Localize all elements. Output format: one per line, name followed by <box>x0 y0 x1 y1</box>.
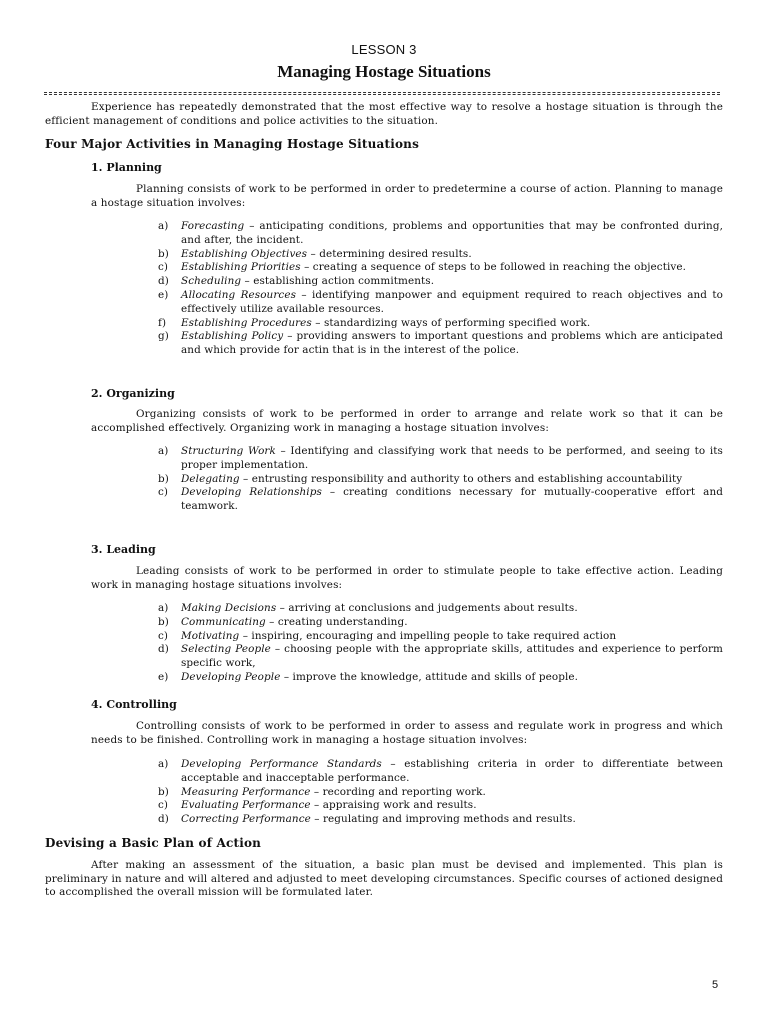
organizing-list <box>158 445 723 514</box>
list-item-description: – standardizing ways of performing specified work. <box>311 316 591 329</box>
list-item-term: Correcting Performance <box>181 813 311 826</box>
list-item-term: Measuring Performance <box>181 785 311 798</box>
list-item-description: – appraising work and results. <box>310 799 477 812</box>
list-item <box>158 275 723 289</box>
list-item-marker: a) <box>158 602 169 614</box>
list-item-description: – creating a sequence of steps to be followed in reaching the objective. <box>300 261 687 274</box>
list-item-marker: b) <box>158 785 169 798</box>
dashed-divider <box>44 92 720 93</box>
list-item <box>158 317 723 331</box>
list-item-term: Scheduling <box>181 275 242 288</box>
list-item-term: Delegating <box>181 472 240 485</box>
list-item-description: – determining desired results. <box>307 247 472 260</box>
list-item <box>158 248 723 262</box>
list-item-term: Developing Relationships <box>181 486 322 499</box>
list-item <box>158 758 723 786</box>
list-item <box>158 486 723 514</box>
list-item <box>158 643 723 671</box>
list-item-term: Developing Performance Standards <box>181 758 382 770</box>
list-item-term: Establishing Policy <box>181 330 284 343</box>
list-item-description: – creating conditions necessary for mutually-cooperative effort and teamwork. <box>181 486 723 513</box>
list-item-description: – improve the knowledge, attitude and skills of people. <box>280 670 579 683</box>
list-item <box>158 289 723 317</box>
list-item-marker: c) <box>158 261 169 274</box>
list-item <box>158 261 723 275</box>
leading-paragraph: Leading consists of work to be performed in order to stimulate people to take effective action. Leading work in managing hostage situations involves: <box>91 565 723 591</box>
list-item <box>158 473 723 487</box>
list-item-term: Establishing Procedures <box>181 316 312 329</box>
subheading-controlling: 4. Controlling <box>91 698 177 711</box>
list-item-term: Forecasting <box>181 220 245 232</box>
list-item-term: Establishing Objectives <box>181 247 308 260</box>
section-heading-basic-plan: Devising a Basic Plan of Action <box>45 836 262 850</box>
lesson-label: LESSON 3 <box>351 42 417 57</box>
list-item <box>158 616 723 630</box>
list-item-description: – regulating and improving methods and results. <box>310 813 576 826</box>
subheading-planning: 1. Planning <box>91 161 162 174</box>
subheading-organizing: 2. Organizing <box>91 387 175 400</box>
list-item-marker: a) <box>158 220 169 232</box>
list-item-description: – anticipating conditions, problems and opportunities that may be confronted during, and after, the incident. <box>181 220 723 246</box>
list-item-marker: a) <box>158 445 169 457</box>
list-item <box>158 786 723 800</box>
list-item-term: Selecting People <box>181 643 271 656</box>
list-item <box>158 445 723 473</box>
controlling-list <box>158 758 723 827</box>
list-item-marker: c) <box>158 799 169 812</box>
subheading-leading: 3. Leading <box>91 543 156 556</box>
leading-list <box>158 602 723 685</box>
planning-list <box>158 220 723 358</box>
page-title: Managing Hostage Situations <box>277 62 491 81</box>
controlling-paragraph: Controlling consists of work to be performed in order to assess and regulate work in progress and which needs to be finished. Controlling work in managing a hostage situation involves: <box>91 720 723 746</box>
list-item-description: – choosing people with the appropriate skills, attitudes and experience to perform specific work, <box>181 643 723 670</box>
page-number: 5 <box>712 979 719 991</box>
list-item <box>158 671 723 685</box>
list-item <box>158 220 723 248</box>
list-item-description: – recording and reporting work. <box>310 785 486 798</box>
list-item-term: Establishing Priorities <box>181 261 301 274</box>
organizing-paragraph: Organizing consists of work to be performed in order to arrange and relate work so that it can be accomplished effectively. Organizing work in managing a hostage situation involves: <box>91 408 723 434</box>
list-item-marker: d) <box>158 275 169 288</box>
list-item-description: – entrusting responsibility and authority to others and establishing accountability <box>239 472 683 485</box>
list-item-description: – establishing criteria in order to differentiate between acceptable and inacceptable performance. <box>181 758 723 784</box>
list-item-description: – creating understanding. <box>265 615 408 628</box>
list-item-marker: b) <box>158 247 169 260</box>
list-item <box>158 330 723 358</box>
intro-paragraph: Experience has repeatedly demonstrated that the most effective way to resolve a hostage situation is through the efficient management of conditions and police activities to the situation. <box>45 101 723 127</box>
planning-paragraph: Planning consists of work to be performed in order to predetermine a course of action. Planning to manage a hostage situation involves: <box>91 183 723 209</box>
list-item <box>158 813 723 827</box>
list-item-term: Motivating <box>181 629 240 642</box>
list-item-term: Making Decisions <box>181 602 277 614</box>
list-item-marker: e) <box>158 670 169 683</box>
list-item-marker: c) <box>158 486 169 499</box>
list-item-term: Structuring Work <box>181 445 276 457</box>
list-item-term: Evaluating Performance <box>181 799 311 812</box>
list-item-term: Communicating <box>181 615 266 628</box>
list-item <box>158 602 723 616</box>
list-item-marker: d) <box>158 643 169 656</box>
list-item-description: – identifying manpower and equipment required to reach objectives and to effectively utilize available resources. <box>181 288 723 315</box>
list-item-marker: c) <box>158 629 169 642</box>
list-item-marker: f) <box>158 316 167 329</box>
section-heading-four-activities: Four Major Activities in Managing Hostage Situations <box>45 137 420 151</box>
list-item-term: Allocating Resources <box>181 288 297 301</box>
basic-plan-paragraph: After making an assessment of the situation, a basic plan must be devised and implemented. This plan is preliminary in nature and will altered and adjusted to meet developing circumstances. Specific courses of actioned designed to accomplished the overall mission will be formulated later. <box>45 859 723 899</box>
list-item-marker: g) <box>158 330 169 343</box>
list-item-term: Developing People <box>181 670 281 683</box>
list-item-marker: b) <box>158 472 169 485</box>
list-item-description: – providing answers to important questions and problems which are anticipated and which provide for actin that is in the interest of the police. <box>181 330 724 357</box>
list-item-marker: d) <box>158 813 169 826</box>
list-item <box>158 799 723 813</box>
list-item-description: – arriving at conclusions and judgements about results. <box>276 602 578 614</box>
list-item-description: – Identifying and classifying work that needs to be performed, and seeing to its proper implementation. <box>181 445 723 471</box>
list-item-marker: e) <box>158 288 169 301</box>
list-item <box>158 630 723 644</box>
dashed-divider-second <box>44 94 720 95</box>
list-item-marker: b) <box>158 615 169 628</box>
list-item-marker: a) <box>158 758 169 770</box>
list-item-description: – inspiring, encouraging and impelling people to take required action <box>239 629 617 642</box>
list-item-description: – establishing action commitments. <box>241 275 435 288</box>
